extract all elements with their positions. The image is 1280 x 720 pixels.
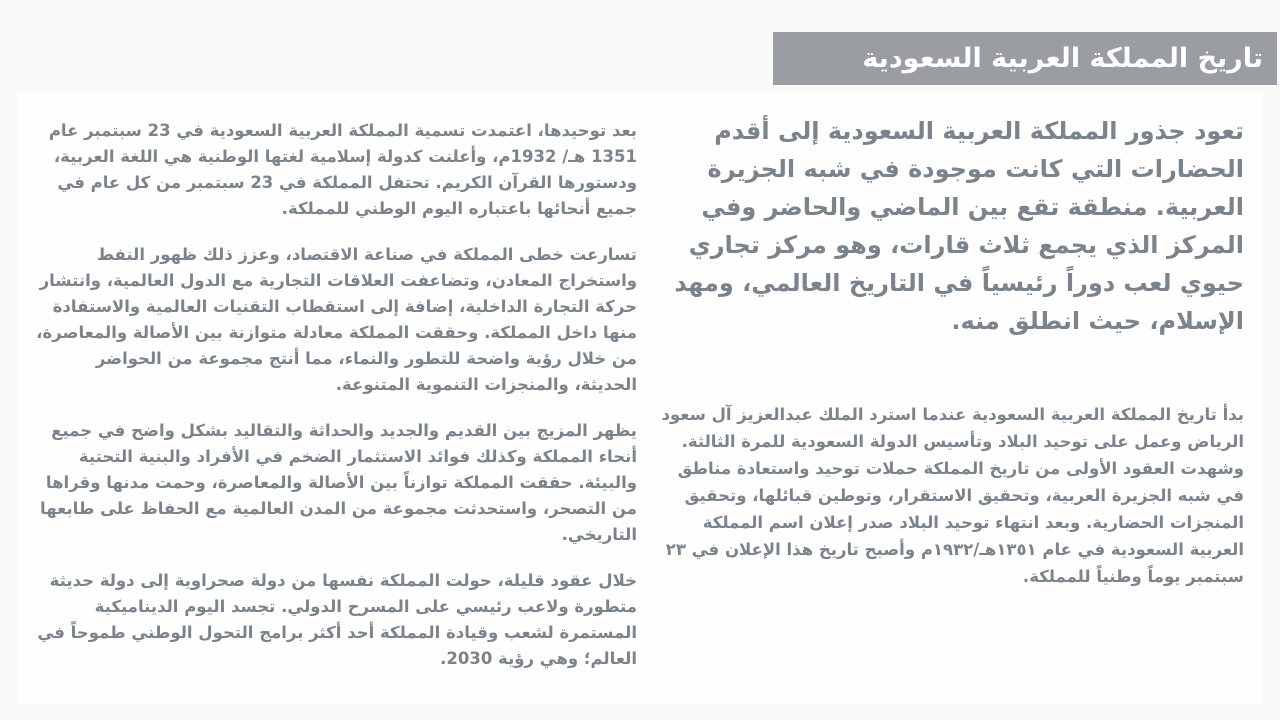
text-paragraph-vision2030: خلال عقود قليلة، حولت المملكة نفسها من دولة صحراوية إلى دولة حديثة متطورة ولاعب رئيسي على المسرح الدولي. تجسد اليوم الديناميكية المستمرة لشعب وقيادة المملكة أحد أكثر برامج التحول الوطني طموحاً في العالم؛ وهي رؤية 2030. [37,571,637,668]
left-text-column [35,118,637,692]
text-paragraph-economy: تسارعت خطى المملكة في صناعة الاقتصاد، وعزز ذلك ظهور النفط واستخراج المعادن، وتضاعفت العلاقات التجارية مع الدول العالمية، وانتشار حركة التجارة الداخلية، إضافة إلى استقطاب التقنيات العالمية والاستفادة منها داخل المملكة. وحققت المملكة معادلة متوازنة بين الأصالة والمعاصرة، من خلال رؤية واضحة للتطور والنماء، مما أنتج مجموعة من الحواضر الحديثة، والمنجزات التنموية المتنوعة. [36,245,637,394]
page-title: تاريخ المملكة العربية السعودية [862,43,1263,74]
text-paragraph-naming: بعد توحيدها، اعتمدت تسمية المملكة العربية السعودية في 23 سبتمبر عام 1351 هـ/ 1932م، وأعلنت كدولة إسلامية لغتها الوطنية هي اللغة العربية، ودستورها القرآن الكريم. تحتفل المملكة في 23 سبتمبر من كل عام في جميع أنحائها باعتباره اليوم الوطني للمملكة. [48,121,637,218]
title-banner [773,32,1277,85]
text-paragraph-modernization: يظهر المزيج بين القديم والجديد والحداثة والتقاليد بشكل واضح في جميع أنحاء المملكة وكذلك فوائد الاستثمار الضخم في الأفراد والبنية التحتية والبيئة. حققت المملكة توازناً بين الأصالة والمعاصرة، وحمت مدنها وقراها من التصحر، واستحدثت مجموعة من المدن العالمية مع الحفاظ على طابعها التاريخي. [40,421,637,544]
history-founding-paragraph: بدأ تاريخ المملكة العربية السعودية عندما استرد الملك عبدالعزيز آل سعود الرياض وعمل على توحيد البلاد وتأسيس الدولة السعودية للمرة الثالثة. وشهدت العقود الأولى من تاريخ المملكة حملات توحيد واستعادة مناطق في شبه الجزيرة العربية، وتحقيق الاستقرار، وتوطين قبائلها، وتحقيق المنجزات الحضارية. وبعد انتهاء توحيد البلاد صدر إعلان اسم المملكة العربية السعودية في عام ١٣٥١هـ/١٩٣٢م وأصبح تاريخ هذا الإعلان في ٢٣ سبتمبر يوماً وطنياً للمملكة. [661,405,1244,586]
intro-lead-paragraph: تعود جذور المملكة العربية السعودية إلى أقدم الحضارات التي كانت موجودة في شبه الجزيرة العربية. منطقة تقع بين الماضي والحاضر وفي المركز الذي يجمع ثلاث قارات، وهو مركز تجاري حيوي لعب دوراً رئيسياً في التاريخ العالمي، ومهد الإسلام، حيث انطلق منه. [674,117,1244,335]
